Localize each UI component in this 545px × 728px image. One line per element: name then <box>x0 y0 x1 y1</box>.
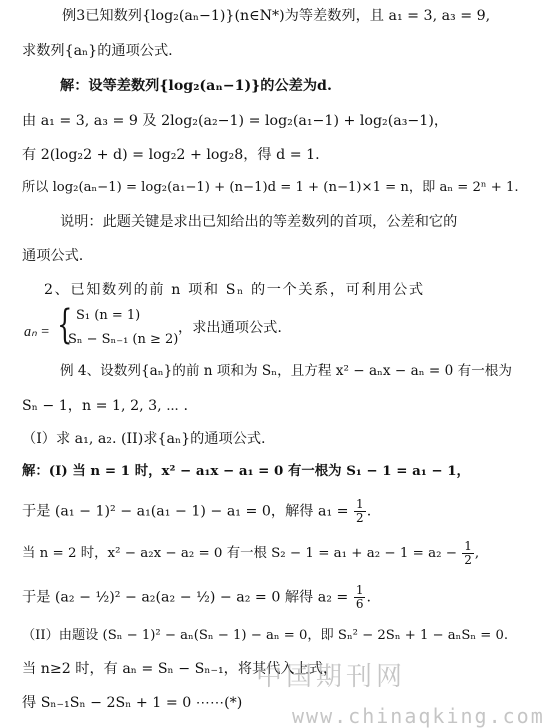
fraction-numerator: 1 <box>355 583 364 597</box>
piecewise-tail: ，求出通项公式. <box>178 320 282 336</box>
solution-step-1: 由 a₁ = 3, a₃ = 9 及 2log₂(a₂−1) = log₂(a₁−1) + log₂(a₃−1)， <box>22 113 449 129</box>
solution-intro: 解：设等差数列{log₂(aₙ−1)}的公差为d. <box>60 78 332 94</box>
example3-question: 求数列{aₙ}的通项公式. <box>22 43 173 59</box>
remark-line-1: 说明：此题关键是求出已知给出的等差数列的首项，公差和它的 <box>60 214 458 230</box>
fraction-denominator: 2 <box>356 511 364 525</box>
fraction-numerator: 1 <box>464 539 472 553</box>
piecewise-lhs: aₙ = <box>24 324 50 340</box>
solution-step-2: 有 2(log₂2 + d) = log₂2 + log₂8，得 d = 1. <box>22 147 320 163</box>
solution4-part2-line2: 当 n≥2 时，有 aₙ = Sₙ − Sₙ₋₁，将其代入上式， <box>22 661 338 677</box>
solution4-part1-line4-text: 于是 (a₂ − ½)² − a₂(a₂ − ½) − a₂ = 0 解得 a₂ = <box>22 589 349 606</box>
fraction-numerator: 1 <box>356 497 364 511</box>
watermark-url: www.chinaqking.com <box>292 704 545 728</box>
solution-step-3: 所以 log₂(aₙ−1) = log₂(a₁−1) + (n−1)d = 1 + (n−1)×1 = n，即 aₙ = 2ⁿ + 1. <box>22 180 519 195</box>
solution4-part1-line2: 于是 (a₁ − 1)² − a₁(a₁ − 1) − a₁ = 0，解得 a₁ = $\frac{1}{2}$ . <box>22 497 372 525</box>
example3-statement: 例3已知数列{log₂(aₙ−1)}(n∈N*)为等差数列，且 a₁ = 3, a₃ = 9, <box>62 8 491 24</box>
example4-condition: Sₙ − 1，n = 1, 2, 3, ⋯ . <box>22 398 188 414</box>
section-2-heading: 2、已知数列的前 n 项和 Sₙ 的一个关系，可利用公式 <box>44 282 425 298</box>
solution4-part2-line3: 得 Sₙ₋₁Sₙ − 2Sₙ + 1 = 0 ⋯⋯(*) <box>22 695 243 711</box>
fraction-one-half-s2 <box>462 540 474 567</box>
fraction-denominator: 6 <box>355 597 364 611</box>
fraction-one-sixth-a2 <box>354 584 366 611</box>
watermark-cn: 中国期刊网 <box>256 662 407 692</box>
solution4-part2-line1: （II）由题设 (Sₙ − 1)² − aₙ(Sₙ − 1) − aₙ = 0，即 Sₙ² − 2Sₙ + 1 − aₙSₙ = 0. <box>22 628 509 643</box>
example4-questions: （I）求 a₁, a₂. (II)求{aₙ}的通项公式. <box>22 431 266 447</box>
remark-line-2: 通项公式. <box>22 248 84 264</box>
piecewise-case-2: Sₙ − Sₙ₋₁ (n ≥ 2) <box>68 332 179 347</box>
solution4-part1-line1: 解：(I) 当 n = 1 时，x² − a₁x − a₁ = 0 有一根为 S₁ − 1 = a₁ − 1， <box>22 463 470 479</box>
solution4-part1-line4: 于是 (a₂ − ½)² − a₂(a₂ − ½) − a₂ = 0 解得 a₂ = $\frac{1}{6}$ . <box>22 583 371 611</box>
solution4-part1-line3-text: 当 n = 2 时，x² − a₂x − a₂ = 0 有一根 S₂ − 1 = a₁ + a₂ − 1 = a₂ − <box>22 546 457 561</box>
fraction-one-half-a1 <box>354 498 366 525</box>
fraction-denominator: 2 <box>464 553 472 567</box>
solution4-part1-line2-text: 于是 (a₁ − 1)² − a₁(a₁ − 1) − a₁ = 0，解得 a₁ = <box>22 503 349 520</box>
solution4-part1-line3: 当 n = 2 时，x² − a₂x − a₂ = 0 有一根 S₂ − 1 = a₁ + a₂ − 1 = a₂ − $\frac{1}{2}$ , <box>22 539 480 567</box>
piecewise-case-1: S₁ (n = 1) <box>76 308 141 323</box>
example4-statement: 例 4、设数列{aₙ}的前 n 项和为 Sₙ，且方程 x² − aₙx − aₙ = 0 有一根为 <box>60 363 512 379</box>
piecewise-brace: { <box>57 302 73 348</box>
